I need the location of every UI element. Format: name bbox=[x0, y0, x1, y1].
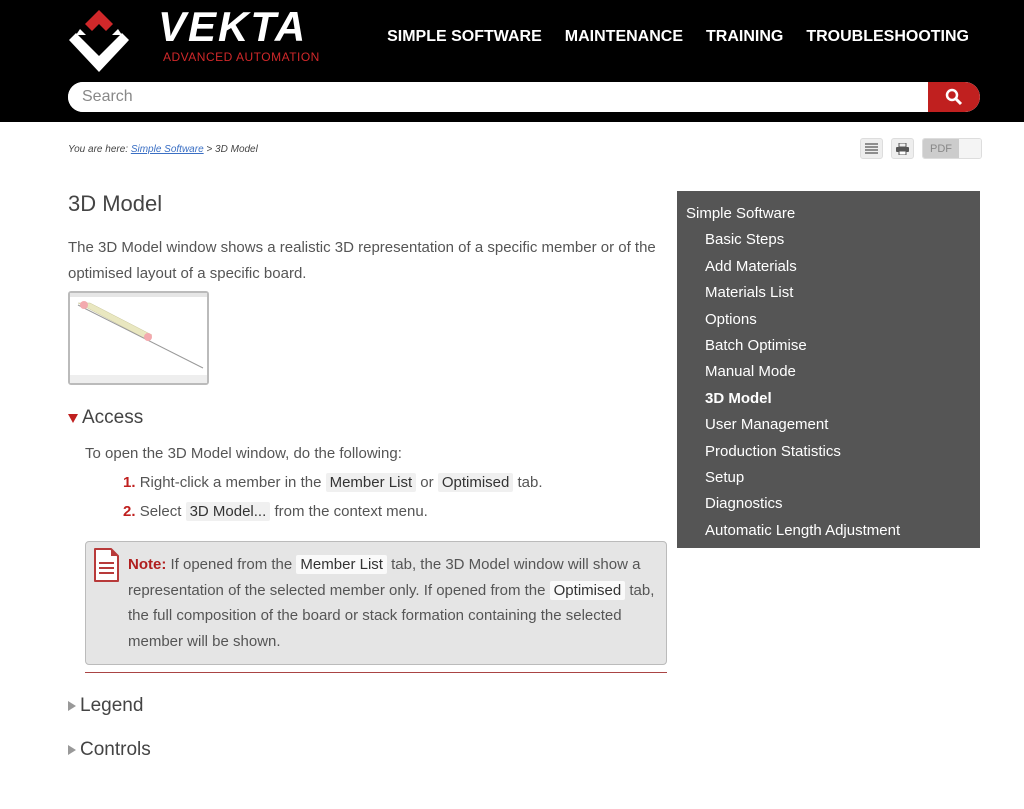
sidebar-item-materials-list[interactable]: Materials List bbox=[705, 284, 794, 302]
sidebar-item-production-statistics[interactable]: Production Statistics bbox=[705, 442, 841, 460]
access-lead: To open the 3D Model window, do the following: bbox=[85, 445, 402, 462]
note-part: tab, the full composition of the board or stack formation containing the selected member will be shown. bbox=[128, 581, 655, 650]
sidebar-item-basic-steps[interactable]: Basic Steps bbox=[705, 231, 785, 249]
main-nav bbox=[387, 28, 969, 46]
note-part: If opened from the bbox=[170, 556, 293, 573]
caret-down-icon bbox=[68, 414, 78, 423]
breadcrumb-current: 3D Model bbox=[215, 144, 258, 155]
step-1 bbox=[123, 474, 543, 491]
step-text: from the context menu. bbox=[274, 503, 428, 520]
nav-simple-software[interactable]: SIMPLE SOFTWARE bbox=[387, 28, 542, 45]
step-2 bbox=[123, 503, 428, 520]
section-access-label: Access bbox=[82, 407, 144, 428]
logo-word: VEKTA bbox=[158, 3, 308, 50]
page-title: 3D Model bbox=[68, 191, 163, 216]
code-3d-model: 3D Model... bbox=[186, 502, 271, 521]
search-icon bbox=[945, 88, 963, 106]
caret-right-icon bbox=[68, 745, 76, 755]
section-access-toggle[interactable] bbox=[68, 407, 143, 429]
search-bar bbox=[68, 82, 980, 112]
breadcrumb bbox=[68, 144, 258, 155]
note-part: tab, the 3D Model window will show a representation of the selected member only. If opened from the bbox=[128, 556, 641, 599]
code-optimised: Optimised bbox=[438, 473, 514, 492]
breadcrumb-link-simple-software[interactable]: Simple Software bbox=[130, 144, 204, 155]
sidebar-item-batch-optimise[interactable]: Batch Optimise bbox=[705, 337, 807, 355]
section-legend-toggle[interactable] bbox=[68, 695, 143, 717]
step-text: Select bbox=[139, 503, 182, 520]
thumbnail-image bbox=[70, 293, 207, 383]
section-controls-toggle[interactable] bbox=[68, 739, 151, 761]
search-input[interactable] bbox=[68, 82, 918, 112]
sidebar-title-simple-software[interactable]: Simple Software bbox=[686, 205, 796, 222]
pdf-label: PDF bbox=[923, 139, 959, 158]
code-member-list: Member List bbox=[326, 473, 417, 492]
file-icon bbox=[959, 139, 981, 158]
nav-training[interactable]: TRAINING bbox=[706, 28, 784, 45]
sidebar-item-manual-mode[interactable]: Manual Mode bbox=[705, 363, 796, 381]
breadcrumb-prefix: You are here: bbox=[68, 144, 129, 155]
breadcrumb-separator: > bbox=[206, 144, 213, 155]
print-button[interactable] bbox=[891, 138, 914, 159]
section-controls-label: Controls bbox=[80, 739, 151, 760]
3d-model-screenshot-thumbnail[interactable] bbox=[68, 291, 209, 385]
code-member-list: Member List bbox=[296, 555, 387, 574]
code-optimised: Optimised bbox=[550, 581, 626, 600]
sidebar-item-automatic-length-adjustment[interactable]: Automatic Length Adjustment bbox=[705, 521, 901, 539]
sidebar-item-setup[interactable]: Setup bbox=[705, 469, 745, 487]
intro-text: The 3D Model window shows a realistic 3D representation of a specific member or of the optimised layout of a specific board. bbox=[68, 239, 656, 282]
step-text: or bbox=[420, 474, 434, 491]
site-header bbox=[0, 0, 1024, 122]
search-button[interactable] bbox=[928, 82, 980, 112]
logo-tagline: ADVANCED AUTOMATION bbox=[163, 50, 320, 64]
print-icon bbox=[896, 143, 909, 155]
note-document-icon bbox=[93, 547, 120, 583]
note-box bbox=[85, 541, 667, 665]
logo-mark-icon bbox=[66, 8, 132, 74]
nav-troubleshooting[interactable]: TROUBLESHOOTING bbox=[806, 28, 969, 45]
section-legend-label: Legend bbox=[80, 695, 144, 716]
caret-right-icon bbox=[68, 701, 76, 711]
sidebar-item-add-materials[interactable]: Add Materials bbox=[705, 257, 797, 275]
list-icon bbox=[865, 143, 878, 154]
vekta-logo[interactable] bbox=[66, 3, 356, 74]
note-label: Note: bbox=[128, 556, 167, 573]
pdf-button[interactable] bbox=[922, 138, 982, 159]
note-text bbox=[128, 552, 660, 654]
sidebar-item-3d-model[interactable]: 3D Model bbox=[705, 389, 772, 407]
sidebar-item-diagnostics[interactable]: Diagnostics bbox=[705, 495, 783, 513]
step-number: 1. bbox=[123, 474, 136, 491]
sidebar-item-options[interactable]: Options bbox=[705, 310, 757, 328]
sidebar-nav bbox=[677, 191, 980, 548]
page-tools bbox=[860, 138, 982, 159]
sidebar-item-user-management[interactable]: User Management bbox=[705, 416, 829, 434]
section-divider bbox=[85, 672, 667, 673]
step-number: 2. bbox=[123, 503, 136, 520]
toc-button[interactable] bbox=[860, 138, 883, 159]
step-text: tab. bbox=[517, 474, 543, 491]
step-text: Right-click a member in the bbox=[139, 474, 322, 491]
nav-maintenance[interactable]: MAINTENANCE bbox=[564, 28, 683, 45]
